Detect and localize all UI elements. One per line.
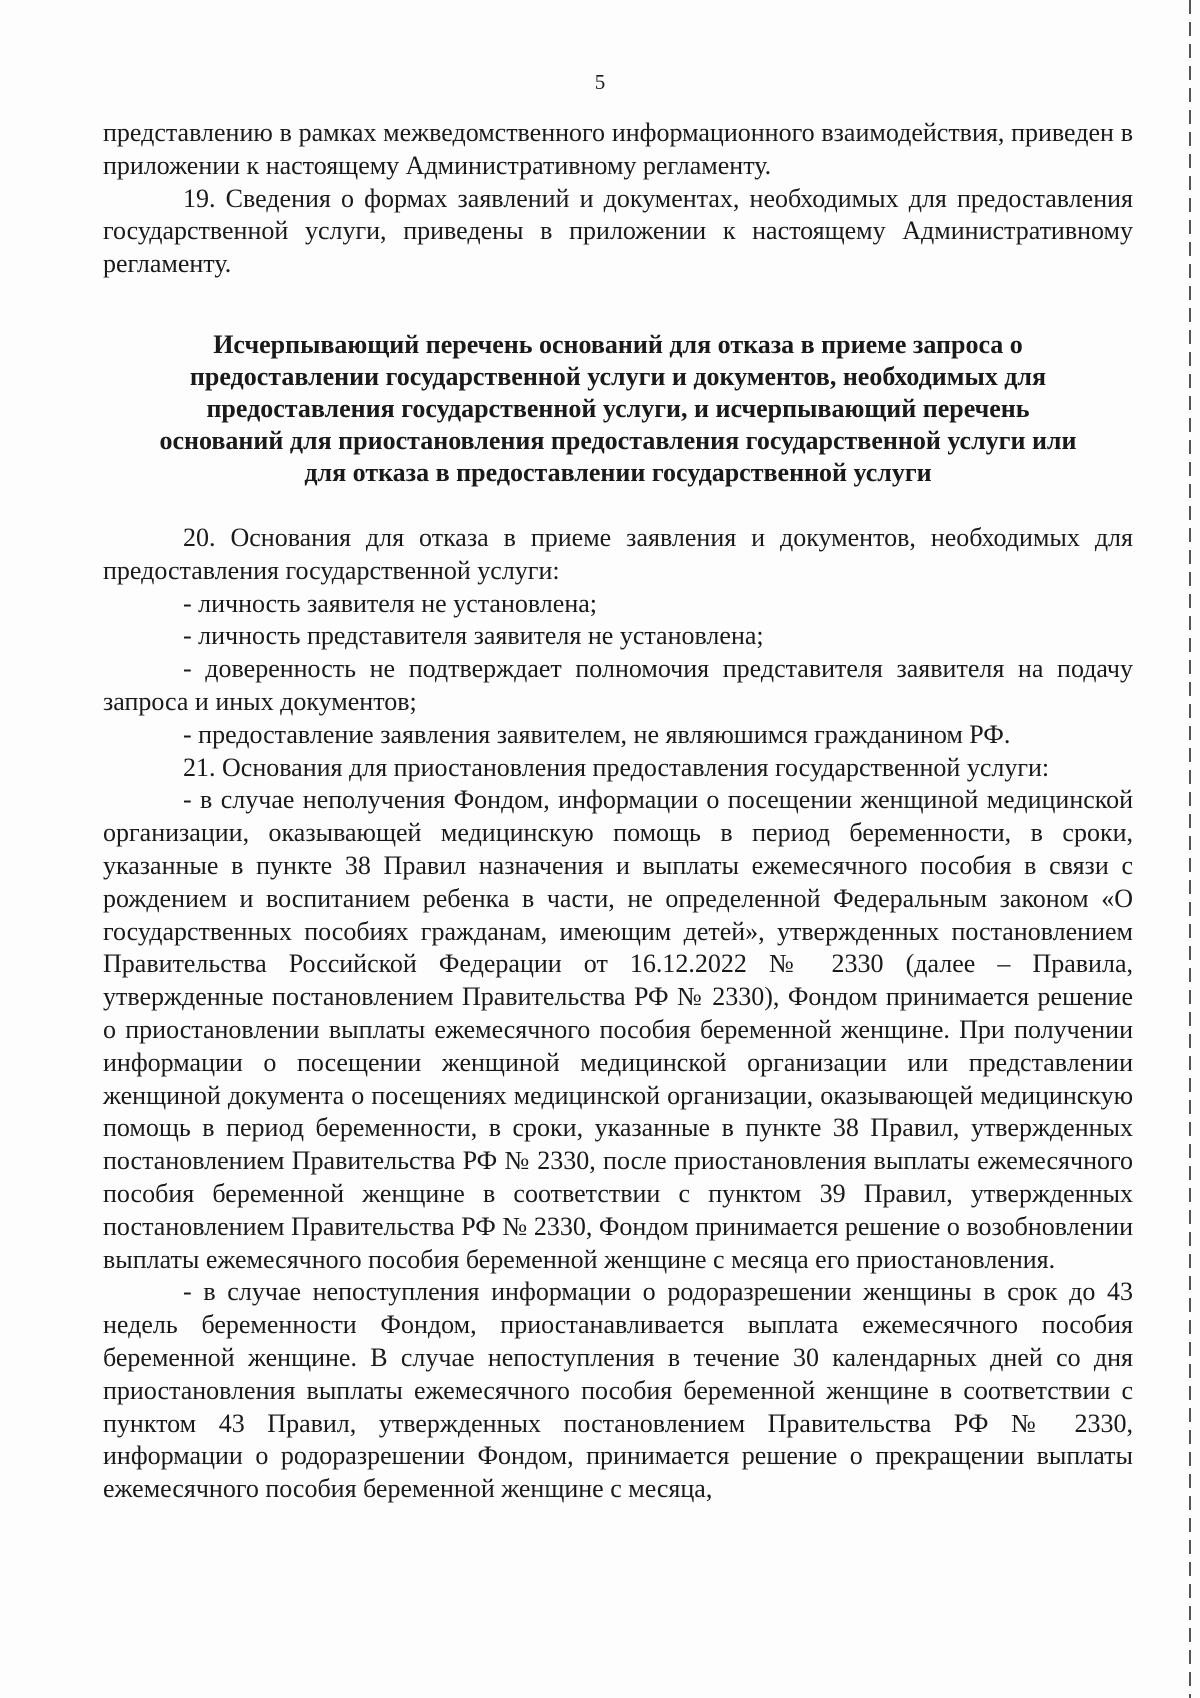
paragraph-20-item-2: - личность представителя заявителя не установлена; (183, 621, 764, 651)
paragraph-20-item-1: - личность заявителя не установлена; (183, 588, 597, 618)
paragraph-21-item-2: - в случае непоступления информации о родоразрешении женщины в срок до 43 недель беременности Фондом, приостанавливается выплата ежемесячного пособия беременной женщине. В случае непоступления в течение 30 календарных дней со дня приостановления выплаты ежемесячного пособия беременной женщине в соответствии с пунктом 43 Правил, утвержденных постановлением Правительства РФ № 2330, информации о родоразрешении Фондом, принимается решение о прекращении выплаты ежемесячного пособия беременной женщине с месяца, (103, 1277, 1133, 1504)
heading-line-1: Исчерпывающий перечень оснований для отказа в приеме запроса о (213, 329, 1023, 359)
document-body (103, 117, 1133, 1506)
paragraph-20-intro: 20. Основания для отказа в приеме заявления и документов, необходимых для предоставления государственной услуги: (103, 522, 1133, 585)
paragraph-21-item-1: - в случае неполучения Фондом, информации о посещении женщиной медицинской организации, оказывающей медицинскую помощь в период беременности, в сроки, указанные в пункте 38 Правил назначения и выплаты ежемесячного пособия в связи с рождением и воспитанием ребенка в части, не определенной Федеральным законом «О государственных пособиях гражданам, имеющим детей», утвержденных постановлением Правительства Российской Федерации от 16.12.2022 № 2330 (далее – Правила, утвержденные постановлением Правительства РФ № 2330), Фондом принимается решение о приостановлении выплаты ежемесячного пособия беременной женщине. При получении информации о посещении женщиной медицинской организации или представлении женщиной документа о посещениях медицинской организации, оказывающей медицинскую помощь в период беременности, в сроки, указанные в пункте 38 Правил, утвержденных постановлением Правительства РФ № 2330, после приостановления выплаты ежемесячного пособия беременной женщине в соответствии с пунктом 39 Правил, утвержденных постановлением Правительства РФ № 2330, Фондом принимается решение о возобновлении выплаты ежемесячного пособия беременной женщине с месяца его приостановления. (103, 785, 1133, 1274)
paragraph-20-item-4: - предоставление заявления заявителем, не являюшимся гражданином РФ. (183, 719, 1011, 749)
heading-line-4: оснований для приостановления предоставления государственной услуги или (159, 425, 1077, 455)
paragraph-continuation: представлению в рамках межведомственного информационного взаимодействия, приведен в приложении к настоящему Административному регламенту. (103, 118, 1133, 180)
scan-edge-line (1189, 0, 1191, 1698)
section-heading (103, 329, 1133, 489)
heading-line-2: предоставлении государственной услуги и документов, необходимых для (189, 361, 1047, 391)
paragraph-20-item-3: - доверенность не подтверждает полномочия представителя заявителя на подачу запроса и иных документов; (103, 654, 1133, 716)
page-number: 5 (594, 70, 606, 94)
heading-line-5: для отказа в предоставлении государственной услуги (304, 457, 932, 487)
paragraph-21-intro: 21. Основания для приостановления предоставления государственной услуги: (183, 752, 1050, 782)
heading-line-3: предоставления государственной услуги, и исчерпывающий перечень (206, 393, 1030, 423)
paragraph-19: 19. Сведения о формах заявлений и документах, необходимых для предоставления государственной услуги, приведены в приложении к настоящему Административному регламенту. (103, 183, 1133, 279)
